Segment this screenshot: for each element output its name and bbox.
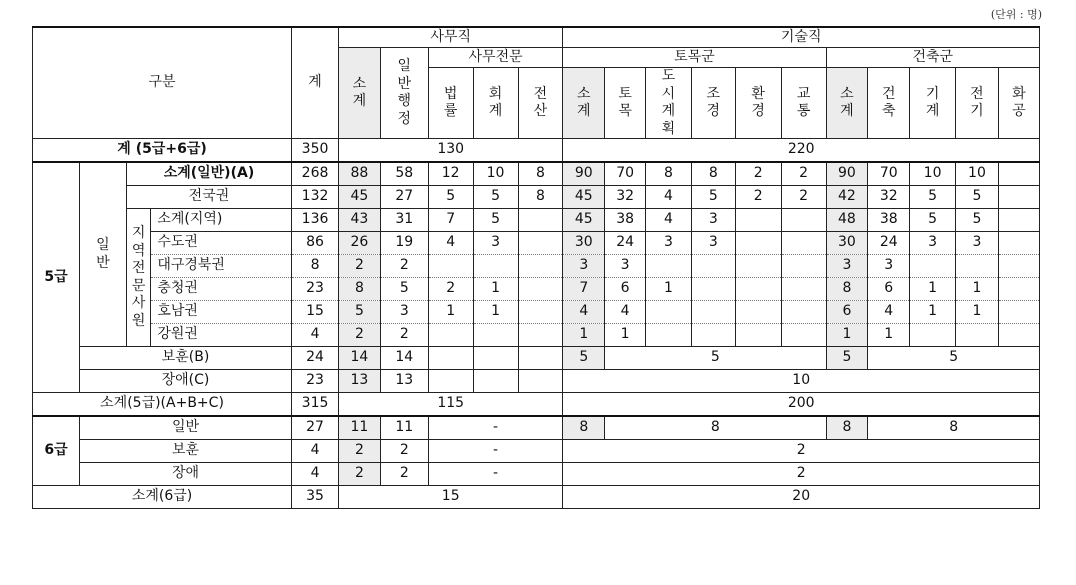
data-cell: 10 (956, 162, 999, 186)
data-cell (998, 209, 1039, 232)
data-cell: 8 (518, 162, 563, 186)
data-cell: 90 (826, 162, 868, 186)
regional-label: 지 역 전 문 사 원 (126, 209, 150, 347)
data-cell (998, 186, 1039, 209)
data-cell: - (428, 463, 563, 486)
data-cell: 1 (826, 324, 868, 347)
data-cell (735, 255, 781, 278)
cell-total: 350 (292, 139, 339, 163)
data-cell: 4 (605, 301, 646, 324)
data-cell: 5 (910, 186, 956, 209)
data-cell: 4 (292, 324, 339, 347)
header-computing: 전 산 (518, 68, 563, 139)
data-cell: 8 (339, 278, 381, 301)
data-cell: 3 (691, 232, 735, 255)
row-label-subtotal-general: 소계(일반)(A) (126, 162, 291, 186)
table-row (33, 278, 1040, 301)
data-cell: 90 (563, 162, 605, 186)
data-cell (735, 232, 781, 255)
data-cell: 10 (563, 370, 1040, 393)
data-cell: 3 (910, 232, 956, 255)
data-cell: 2 (380, 440, 428, 463)
data-cell (428, 255, 473, 278)
table-row (33, 393, 1040, 417)
header-arch-subtotal: 소 계 (826, 68, 868, 139)
data-cell: 24 (868, 232, 910, 255)
data-cell (518, 370, 563, 393)
table-row (33, 255, 1040, 278)
data-cell: 20 (563, 486, 1040, 509)
data-cell: 5 (473, 186, 518, 209)
data-cell: 8 (646, 162, 692, 186)
data-cell: 2 (339, 324, 381, 347)
data-cell: 7 (428, 209, 473, 232)
data-cell: 2 (339, 255, 381, 278)
data-cell: 8 (691, 162, 735, 186)
data-cell: 4 (646, 209, 692, 232)
data-cell: 4 (646, 186, 692, 209)
data-cell (691, 278, 735, 301)
data-cell: 30 (563, 232, 605, 255)
data-cell: 4 (292, 463, 339, 486)
data-cell: 31 (380, 209, 428, 232)
data-cell: 3 (956, 232, 999, 255)
data-cell: 13 (380, 370, 428, 393)
data-cell (735, 278, 781, 301)
data-cell: 30 (826, 232, 868, 255)
data-cell: 10 (910, 162, 956, 186)
data-cell: 4 (563, 301, 605, 324)
data-cell: 136 (292, 209, 339, 232)
data-cell: 24 (605, 232, 646, 255)
data-cell: 11 (339, 416, 381, 440)
data-cell: 86 (292, 232, 339, 255)
header-office: 사무직 (339, 27, 563, 48)
data-cell: 1 (473, 301, 518, 324)
data-cell: 2 (781, 186, 826, 209)
data-cell (646, 324, 692, 347)
data-cell: 115 (339, 393, 563, 417)
row-label-subtotal-regional: 소계(지역) (151, 209, 292, 232)
table-row (33, 209, 1040, 232)
data-cell: 13 (339, 370, 381, 393)
data-cell: 5 (910, 209, 956, 232)
unit-label: (단위 : 명) (990, 8, 1042, 21)
data-cell: 1 (910, 278, 956, 301)
data-cell (691, 255, 735, 278)
data-cell (691, 301, 735, 324)
data-cell (998, 162, 1039, 186)
header-general-admin: 일 반 행 정 (380, 48, 428, 139)
row-label-subtotal-grade5: 소계(5급)(A+B+C) (33, 393, 292, 417)
data-cell: 45 (563, 209, 605, 232)
data-cell (781, 255, 826, 278)
data-cell (428, 370, 473, 393)
table-row (33, 486, 1040, 509)
header-architecture: 건 축 (868, 68, 910, 139)
data-cell (473, 324, 518, 347)
table-row (33, 301, 1040, 324)
grade-6-label: 6급 (33, 416, 80, 486)
data-cell: 5 (868, 347, 1040, 370)
data-cell (735, 301, 781, 324)
data-cell: 8 (868, 416, 1040, 440)
data-cell: 3 (826, 255, 868, 278)
data-cell (518, 232, 563, 255)
header-civil: 토 목 (605, 68, 646, 139)
data-cell: 2 (563, 463, 1040, 486)
data-cell (518, 324, 563, 347)
header-category: 구분 (33, 27, 292, 139)
data-cell: 8 (518, 186, 563, 209)
header-accounting: 회 계 (473, 68, 518, 139)
data-cell: 10 (473, 162, 518, 186)
row-label-subtotal-grade6: 소계(6급) (33, 486, 292, 509)
data-cell: 5 (691, 186, 735, 209)
table-row (33, 232, 1040, 255)
data-cell (691, 324, 735, 347)
data-cell: 6 (868, 278, 910, 301)
data-cell: 26 (339, 232, 381, 255)
row-label-gangwon: 강원권 (151, 324, 292, 347)
data-cell (518, 278, 563, 301)
general-label: 일 반 (79, 162, 126, 347)
data-cell: 1 (956, 278, 999, 301)
data-cell (781, 209, 826, 232)
data-cell: 5 (380, 278, 428, 301)
data-cell: 14 (380, 347, 428, 370)
data-cell: 8 (292, 255, 339, 278)
data-cell: 70 (605, 162, 646, 186)
data-cell (428, 324, 473, 347)
data-cell: 1 (473, 278, 518, 301)
data-cell: 4 (428, 232, 473, 255)
data-cell: 3 (563, 255, 605, 278)
data-cell: 1 (605, 324, 646, 347)
data-cell: 23 (292, 370, 339, 393)
data-cell: 3 (691, 209, 735, 232)
data-cell (998, 301, 1039, 324)
data-cell: 32 (605, 186, 646, 209)
data-cell: 5 (428, 186, 473, 209)
data-cell: 5 (826, 347, 868, 370)
data-cell: 15 (339, 486, 563, 509)
data-cell: - (428, 416, 563, 440)
data-cell (735, 324, 781, 347)
row-label-veteran-b: 보훈(B) (79, 347, 291, 370)
row-label-g6-disabled: 장애 (79, 463, 291, 486)
data-cell: 2 (380, 255, 428, 278)
header-transport: 교 통 (781, 68, 826, 139)
data-cell: 5 (563, 347, 605, 370)
data-cell (781, 324, 826, 347)
header-tech: 기술직 (563, 27, 1040, 48)
row-label-g6-veteran: 보훈 (79, 440, 291, 463)
data-cell: 4 (292, 440, 339, 463)
header-landscape: 조 경 (691, 68, 735, 139)
data-cell: 5 (339, 301, 381, 324)
data-cell: 8 (826, 278, 868, 301)
header-civil-group: 토목군 (563, 48, 826, 68)
data-cell (781, 278, 826, 301)
table-row (33, 440, 1040, 463)
data-cell (473, 347, 518, 370)
header-law: 법 률 (428, 68, 473, 139)
data-cell: 70 (868, 162, 910, 186)
data-cell: 42 (826, 186, 868, 209)
table-row (33, 370, 1040, 393)
data-cell: 3 (473, 232, 518, 255)
table-row (33, 347, 1040, 370)
data-cell: 3 (380, 301, 428, 324)
data-cell: 5 (956, 209, 999, 232)
data-cell: 5 (473, 209, 518, 232)
data-cell: 8 (563, 416, 605, 440)
data-cell: 1 (563, 324, 605, 347)
data-cell: - (428, 440, 563, 463)
data-cell (518, 209, 563, 232)
header-electrical: 전 기 (956, 68, 999, 139)
data-cell: 27 (292, 416, 339, 440)
header-urban-planning: 도 시 계 획 (646, 68, 692, 139)
data-cell: 15 (292, 301, 339, 324)
data-cell: 5 (605, 347, 826, 370)
row-label-disabled-c: 장애(C) (79, 370, 291, 393)
data-cell: 4 (868, 301, 910, 324)
data-cell (473, 370, 518, 393)
row-label-daegu: 대구경북권 (151, 255, 292, 278)
data-cell: 48 (826, 209, 868, 232)
data-cell: 315 (292, 393, 339, 417)
data-cell (781, 301, 826, 324)
data-cell (781, 232, 826, 255)
data-cell: 7 (563, 278, 605, 301)
header-environment: 환 경 (735, 68, 781, 139)
data-cell: 1 (868, 324, 910, 347)
data-cell: 24 (292, 347, 339, 370)
data-cell: 45 (339, 186, 381, 209)
data-cell (956, 324, 999, 347)
data-cell: 2 (339, 440, 381, 463)
data-cell: 3 (868, 255, 910, 278)
data-cell: 8 (826, 416, 868, 440)
data-cell: 2 (380, 324, 428, 347)
header-total: 계 (292, 27, 339, 139)
recruitment-table (32, 26, 1040, 509)
data-cell: 2 (781, 162, 826, 186)
data-cell: 12 (428, 162, 473, 186)
data-cell: 45 (563, 186, 605, 209)
data-cell: 88 (339, 162, 381, 186)
data-cell: 58 (380, 162, 428, 186)
row-label-nationwide: 전국권 (126, 186, 291, 209)
data-cell: 23 (292, 278, 339, 301)
data-cell: 2 (735, 162, 781, 186)
row-label-capital: 수도권 (151, 232, 292, 255)
data-cell (910, 255, 956, 278)
table-row (33, 162, 1040, 186)
data-cell (518, 347, 563, 370)
row-label-honam: 호남권 (151, 301, 292, 324)
row-label-g6-general: 일반 (79, 416, 291, 440)
header-chemical: 화 공 (998, 68, 1039, 139)
data-cell: 6 (826, 301, 868, 324)
table-row (33, 463, 1040, 486)
header-mechanical: 기 계 (910, 68, 956, 139)
data-cell (910, 324, 956, 347)
data-cell: 1 (910, 301, 956, 324)
header-civil-subtotal: 소 계 (563, 68, 605, 139)
data-cell: 200 (563, 393, 1040, 417)
data-cell (518, 255, 563, 278)
data-cell: 6 (605, 278, 646, 301)
data-cell (998, 232, 1039, 255)
header-office-subtotal: 소 계 (339, 48, 381, 139)
data-cell: 3 (646, 232, 692, 255)
data-cell: 2 (563, 440, 1040, 463)
data-cell: 38 (868, 209, 910, 232)
data-cell: 35 (292, 486, 339, 509)
header-arch-group: 건축군 (826, 48, 1039, 68)
data-cell: 1 (428, 301, 473, 324)
data-cell: 43 (339, 209, 381, 232)
data-cell: 3 (605, 255, 646, 278)
header-office-specialty: 사무전문 (428, 48, 563, 68)
data-cell (998, 278, 1039, 301)
table-row (33, 186, 1040, 209)
data-cell: 2 (380, 463, 428, 486)
cell-office-total: 130 (339, 139, 563, 163)
data-cell (998, 255, 1039, 278)
grade-5-label: 5급 (33, 162, 80, 393)
data-cell: 1 (646, 278, 692, 301)
row-label-grand-total: 계 (5급+6급) (33, 139, 292, 163)
data-cell (518, 301, 563, 324)
data-cell: 5 (956, 186, 999, 209)
data-cell (646, 255, 692, 278)
data-cell: 14 (339, 347, 381, 370)
cell-tech-total: 220 (563, 139, 1040, 163)
data-cell (998, 324, 1039, 347)
data-cell: 27 (380, 186, 428, 209)
data-cell: 132 (292, 186, 339, 209)
data-cell: 1 (956, 301, 999, 324)
data-cell: 32 (868, 186, 910, 209)
data-cell (473, 255, 518, 278)
data-cell: 2 (339, 463, 381, 486)
data-cell: 19 (380, 232, 428, 255)
data-cell (735, 209, 781, 232)
data-cell (956, 255, 999, 278)
data-cell: 11 (380, 416, 428, 440)
table-row (33, 324, 1040, 347)
data-cell: 268 (292, 162, 339, 186)
data-cell (428, 347, 473, 370)
data-cell: 2 (428, 278, 473, 301)
data-cell: 2 (735, 186, 781, 209)
data-cell (646, 301, 692, 324)
row-label-chungcheong: 충청권 (151, 278, 292, 301)
data-cell: 8 (605, 416, 826, 440)
table-row (33, 416, 1040, 440)
data-cell: 38 (605, 209, 646, 232)
